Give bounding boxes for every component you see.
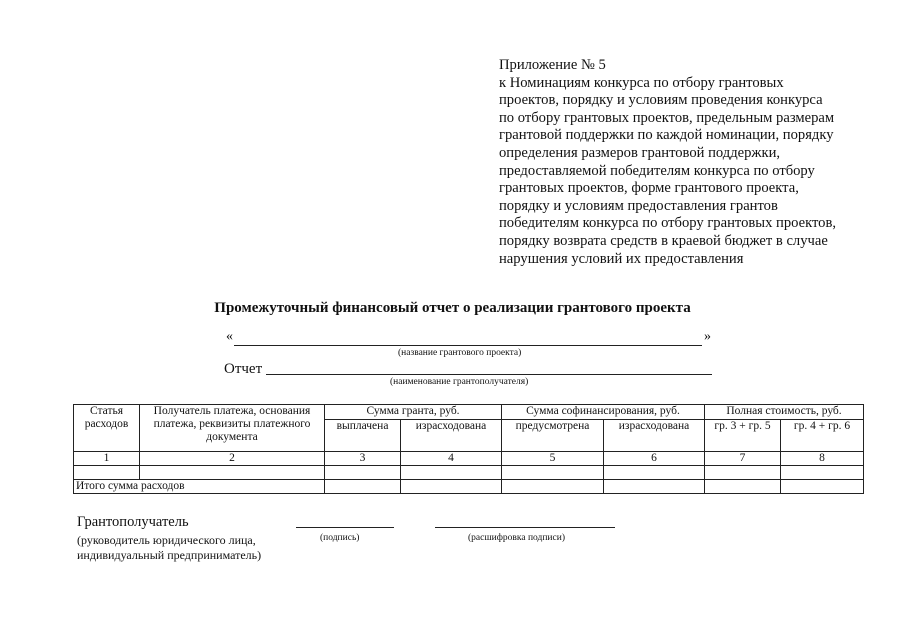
column-number: 6 bbox=[604, 452, 705, 466]
grantee-label: Грантополучатель bbox=[77, 514, 189, 530]
column-number: 4 bbox=[401, 452, 502, 466]
project-name-hint: (название грантового проекта) bbox=[398, 348, 522, 358]
column-number: 7 bbox=[705, 452, 781, 466]
table-cell[interactable] bbox=[604, 480, 705, 494]
column-number: 1 bbox=[74, 452, 140, 466]
grantee-description bbox=[77, 533, 261, 563]
report-title: Промежуточный финансовый отчет о реализации грантового проекта bbox=[214, 300, 691, 316]
signature-hint: (подпись) bbox=[320, 533, 360, 543]
annex-line: грантовой поддержки по каждой номинации, порядку bbox=[499, 127, 834, 144]
table-cell[interactable] bbox=[705, 480, 781, 494]
table-cell[interactable] bbox=[781, 480, 864, 494]
column-number: 2 bbox=[140, 452, 325, 466]
table-cell[interactable] bbox=[502, 466, 604, 480]
header-grant-amount: Сумма гранта, руб. bbox=[325, 405, 502, 420]
subheader-sum-3-5: гр. 3 + гр. 5 bbox=[705, 420, 781, 452]
annex-line: по отбору грантовых проектов, предельным размерам bbox=[499, 109, 835, 126]
table-cell[interactable] bbox=[401, 466, 502, 480]
signature-decode-hint: (расшифровка подписи) bbox=[468, 533, 565, 543]
subheader-sum-4-6: гр. 4 + гр. 6 bbox=[781, 420, 864, 452]
column-number: 8 bbox=[781, 452, 864, 466]
subheader-spent: израсходована bbox=[604, 420, 705, 452]
table-cell[interactable] bbox=[325, 466, 401, 480]
grantee-description-line: (руководитель юридического лица, bbox=[77, 533, 256, 547]
subheader-spent: израсходована bbox=[401, 420, 502, 452]
column-number: 5 bbox=[502, 452, 604, 466]
grantee-name-hint: (наименование грантополучателя) bbox=[390, 377, 529, 387]
financial-table bbox=[73, 404, 864, 494]
table-cell[interactable] bbox=[325, 480, 401, 494]
subheader-planned: предусмотрена bbox=[502, 420, 604, 452]
close-quote: » bbox=[704, 329, 711, 344]
open-quote: « bbox=[226, 329, 233, 344]
grantee-description-line: индивидуальный предприниматель) bbox=[77, 548, 262, 562]
project-name-line bbox=[234, 345, 702, 346]
annex-line: проектов, порядку и условиям проведения конкурса bbox=[499, 92, 823, 109]
column-number: 3 bbox=[325, 452, 401, 466]
table-cell[interactable] bbox=[705, 466, 781, 480]
table-cell[interactable] bbox=[781, 466, 864, 480]
total-label: Итого сумма расходов bbox=[74, 480, 325, 494]
annex-block bbox=[499, 57, 859, 268]
header-expense-item: Статья расходов bbox=[74, 405, 140, 452]
annex-line: предоставляемой победителям конкурса по отбору bbox=[499, 162, 815, 179]
table-cell[interactable] bbox=[502, 480, 604, 494]
table-row bbox=[74, 466, 864, 480]
header-cofinancing-amount: Сумма софинансирования, руб. bbox=[502, 405, 705, 420]
annex-line: определения размеров грантовой поддержки, bbox=[499, 144, 781, 161]
table-cell[interactable] bbox=[401, 480, 502, 494]
header-full-cost: Полная стоимость, руб. bbox=[705, 405, 864, 420]
table-cell[interactable] bbox=[604, 466, 705, 480]
total-row bbox=[74, 480, 864, 494]
annex-title: Приложение № 5 bbox=[499, 57, 606, 73]
annex-line: нарушения условий их предоставления bbox=[499, 250, 744, 267]
subheader-paid: выплачена bbox=[325, 420, 401, 452]
header-payment-recipient: Получатель платежа, основания платежа, реквизиты платежного документа bbox=[140, 405, 325, 452]
annex-line: грантовых проектов, форме грантового проекта, bbox=[499, 180, 799, 197]
annex-line: к Номинациям конкурса по отбору грантовых bbox=[499, 74, 784, 91]
annex-line: порядку возврата средств в краевой бюджет в случае bbox=[499, 232, 828, 249]
grantee-name-line bbox=[266, 374, 712, 375]
signature-decode-line bbox=[435, 527, 615, 528]
annex-line: победителям конкурса по отбору грантовых проектов, bbox=[499, 215, 836, 232]
table-cell[interactable] bbox=[140, 466, 325, 480]
report-label: Отчет bbox=[224, 361, 263, 377]
table-cell[interactable] bbox=[74, 466, 140, 480]
annex-line: порядку и условиям предоставления грантов bbox=[499, 197, 778, 214]
signature-line bbox=[296, 527, 394, 528]
